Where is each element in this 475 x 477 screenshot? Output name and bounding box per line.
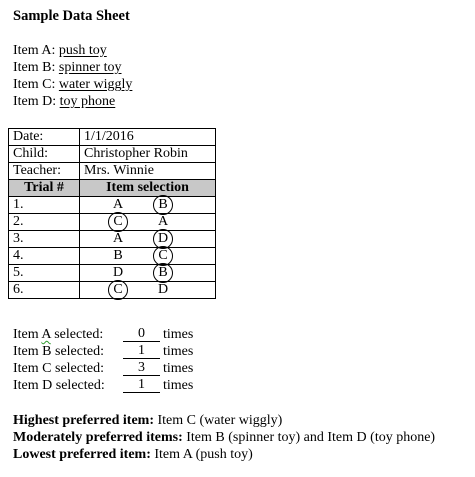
count-label: selected: [55,361,104,376]
count-item: Item D [13,378,53,393]
trial-header-row [9,180,216,197]
selected-option: C [109,214,127,230]
count-unit: times [163,327,194,342]
item-row-c [13,76,132,93]
trial-selection [80,197,216,214]
trial-row [9,265,216,282]
trial-row [9,248,216,265]
summary-label: Lowest preferred item: [13,447,151,462]
item-name: water wiggly [58,77,133,92]
option: D [112,265,124,280]
count-value: 3 [123,360,160,376]
trial-selection [80,265,216,282]
trial-selection [80,248,216,265]
item-label: Item D: [13,94,57,109]
selected-option: B [154,265,172,281]
selected-option: C [109,282,127,298]
count-item: Item C [13,361,52,376]
summary-label: Highest preferred item: [13,413,154,428]
count-label: selected: [54,327,104,342]
count-unit: times [163,361,194,376]
trial-number-header: Trial # [9,180,80,197]
item-row-d [13,93,132,110]
summary-lowest [13,446,435,463]
trial-number: 6. [9,282,80,299]
trial-row [9,282,216,299]
item-name: spinner toy [58,60,122,75]
count-value: 1 [123,377,160,393]
count-unit: times [163,344,194,359]
item-row-b [13,59,132,76]
item-name: push toy [58,43,107,58]
summary-highest [13,412,435,429]
info-value: 1/1/2016 [80,129,216,146]
page-title: Sample Data Sheet [13,8,130,24]
summary-label: Moderately preferred items: [13,430,183,445]
trial-number: 5. [9,265,80,282]
option: A [157,214,169,229]
info-row-date [9,129,216,146]
item-list [13,42,132,110]
trial-number: 3. [9,231,80,248]
count-unit: times [163,378,194,393]
summary-moderate [13,429,435,446]
summary-text: Item B (spinner toy) and Item D (toy phone) [186,430,436,445]
count-label: selected: [55,378,105,393]
item-row-a [13,42,132,59]
trial-selection [80,214,216,231]
preference-summary [13,412,435,463]
trial-row [9,231,216,248]
selected-option: C [154,248,172,264]
trial-rows [9,197,216,299]
count-item: Item B [13,344,52,359]
item-selection-header: Item selection [80,180,216,197]
trial-selection [80,231,216,248]
count-value: 0 [123,326,160,342]
trial-row [9,214,216,231]
trial-selection [80,282,216,299]
item-name: toy phone [59,94,116,109]
selected-option: D [154,231,172,247]
option: D [157,282,169,297]
count-value: 1 [123,343,160,359]
selected-option: B [154,197,172,213]
count-item: Item A [13,327,51,342]
item-label: Item B: [13,60,56,75]
summary-text: Item A (push toy) [154,447,253,462]
trial-row [9,197,216,214]
info-value: Mrs. Winnie [80,163,216,180]
info-label: Date: [9,129,80,146]
count-label: selected: [55,344,104,359]
trial-number: 4. [9,248,80,265]
data-sheet-table [8,128,216,299]
info-label: Child: [9,146,80,163]
option: A [112,197,124,212]
item-label: Item A: [13,43,56,58]
option: B [113,248,123,263]
info-label: Teacher: [9,163,80,180]
option: A [112,231,124,246]
trial-number: 1. [9,197,80,214]
item-label: Item C: [13,77,56,92]
info-row-child [9,146,216,163]
trial-number: 2. [9,214,80,231]
info-value: Christopher Robin [80,146,216,163]
info-row-teacher [9,163,216,180]
summary-text: Item C (water wiggly) [157,413,283,428]
